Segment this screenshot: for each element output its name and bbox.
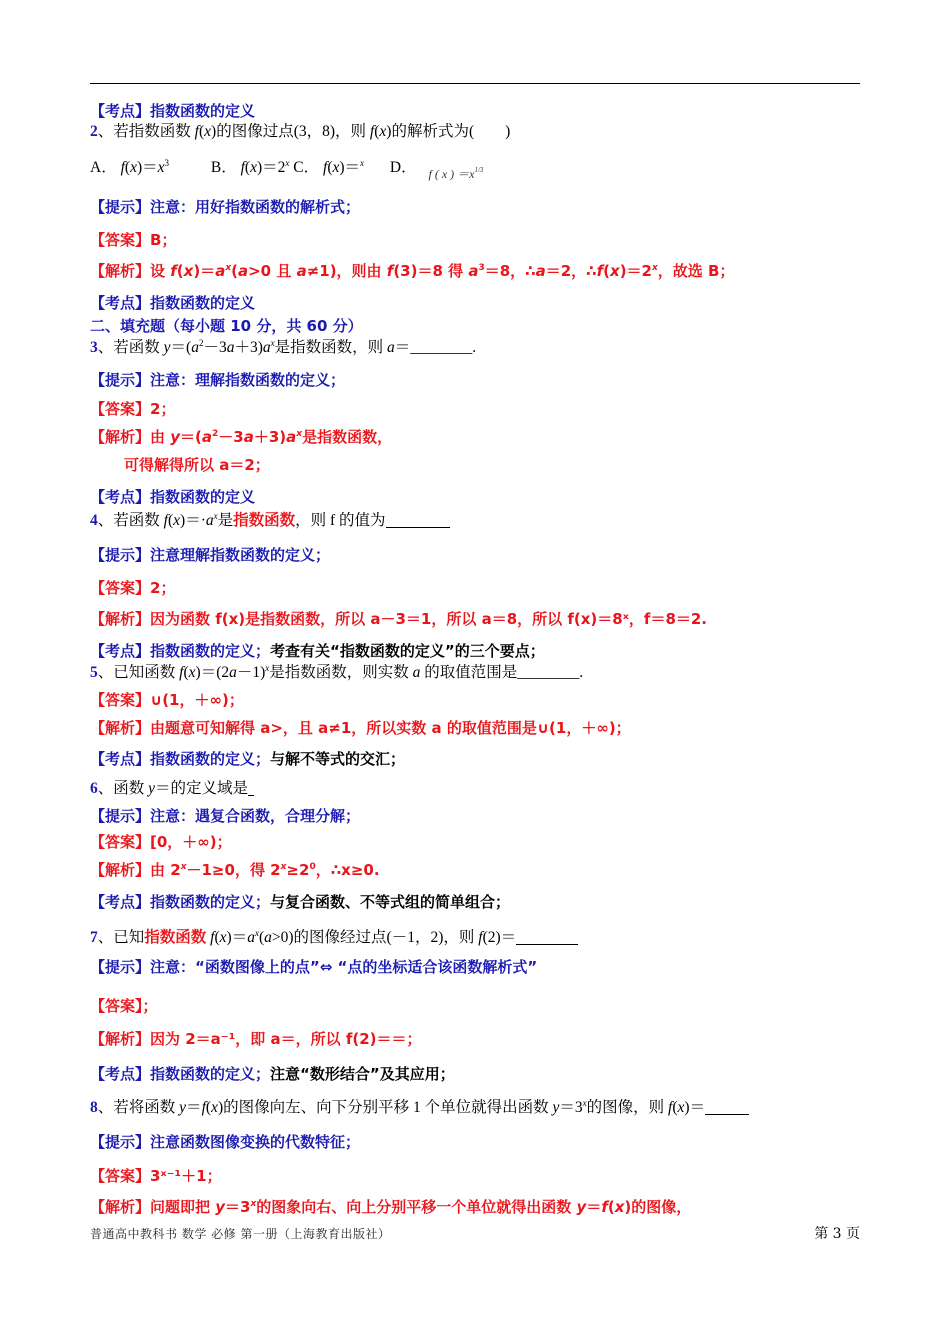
kaodian-7: 【考点】指数函数的定义；注意“数形结合”及其应用； [90, 1065, 455, 1083]
question-8: 8、若将函数 y＝f(x)的图像向左、向下分别平移 1 个单位就得出函数 $y=3^x$的图像，则 f(x)＝ [90, 1098, 749, 1118]
kaodian-1: 【考点】指数函数的定义 [90, 102, 256, 120]
answer-4: 【答案】2； [90, 579, 176, 597]
hint-2: 【提示】注意：用好指数函数的解析式； [90, 198, 361, 216]
question-5: 5、已知函数 $f(x)=(2a-1)^x$是指数函数，则实数 a 的取值范围是________. [90, 663, 584, 681]
analysis-5: 【解析】由题意可知解得 a>，且 a≠1，所以实数 a 的取值范围是∪(1，＋∞)； [90, 719, 631, 737]
analysis-3: 【解析】由 $y=(a^2-3a+3)a^x$是指数函数， [90, 428, 393, 446]
question-2: 2、若指数函数 f(x)的图像过点(3，8)，则 f(x)的解析式为( ) [90, 123, 511, 140]
answer-5: 【答案】∪(1，＋∞)； [90, 691, 244, 709]
question-2-options: A． $f(x)=x^3$ B． $f(x)=2^x$ C． f(x)＝$^x$ D． $_{f ( x ) =x^{1/3}}$ [90, 158, 484, 181]
answer-2: 【答案】B； [90, 231, 177, 249]
question-7: 7、已知指数函数 $f(x)=a^x(a>0)$的图像经过点(－1，2)，则 f(2)＝ [90, 927, 578, 948]
analysis-8: 【解析】问题即把 $y=3^x$的图象向右、向上分别平移一个单位就得出函数 y＝f(x)的图像， [90, 1198, 692, 1216]
footer-book-title: 普通高中教科书 数学 必修 第一册（上海教育出版社） [90, 1227, 391, 1241]
question-3: 3、若函数 $y=(a^2-3a+3)a^x$是指数函数，则 a＝________. [90, 338, 477, 356]
answer-7: 【答案】； [90, 997, 158, 1015]
answer-8: 【答案】3ˣ⁻¹＋1； [90, 1167, 222, 1185]
analysis-4: 【解析】因为函数 f(x)是指数函数，所以 a－3＝1，所以 a＝8，所以 f(x)＝8ˣ，f＝8＝2. [90, 610, 708, 628]
analysis-2: 【解析】设 $f(x)=a^x(a>0$ 且 a≠1)，则由 f(3)＝8 得 $a^3=8$，∴a＝2，$\therefore f(x)=2^x$，故选 B； [90, 262, 735, 280]
analysis-3-line2: 可得解得所以 a＝2； [124, 456, 270, 474]
answer-6: 【答案】[0，＋∞)； [90, 833, 232, 851]
kaodian-4: 【考点】指数函数的定义；考查有关“指数函数的定义”的三个要点； [90, 642, 545, 660]
analysis-6: 【解析】由 $2^x-1\ge 0$，得 $2^x\ge 2^0$，∴x≥0. [90, 861, 380, 879]
question-6: 6、函数 y＝的定义域是 [90, 779, 254, 799]
hint-6: 【提示】注意：遇复合函数，合理分解； [90, 807, 361, 825]
header-rule [90, 83, 860, 84]
answer-3: 【答案】2； [90, 400, 176, 418]
question-4: 4、若函数 $f(x)=\cdot a^x$是指数函数，则 f 的值为 [90, 510, 450, 531]
kaodian-3: 【考点】指数函数的定义 [90, 488, 256, 506]
kaodian-2: 【考点】指数函数的定义 [90, 294, 256, 312]
hint-3: 【提示】注意：理解指数函数的定义； [90, 371, 346, 389]
hint-7: 【提示】注意：“函数图像上的点”⇔ “点的坐标适合该函数解析式” [90, 958, 538, 976]
section-title-fill-in: 二、填充题（每小题 10 分，共 60 分） [90, 317, 363, 335]
hint-8: 【提示】注意函数图像变换的代数特征； [90, 1133, 361, 1151]
kaodian-5: 【考点】指数函数的定义；与解不等式的交汇； [90, 750, 406, 768]
hint-4: 【提示】注意理解指数函数的定义； [90, 546, 331, 564]
page-number: 第 3 页 [814, 1226, 860, 1242]
kaodian-6: 【考点】指数函数的定义；与复合函数、不等式组的简单组合； [90, 893, 511, 911]
analysis-7: 【解析】因为 2＝a⁻¹，即 a＝，所以 f(2)＝＝； [90, 1030, 422, 1048]
